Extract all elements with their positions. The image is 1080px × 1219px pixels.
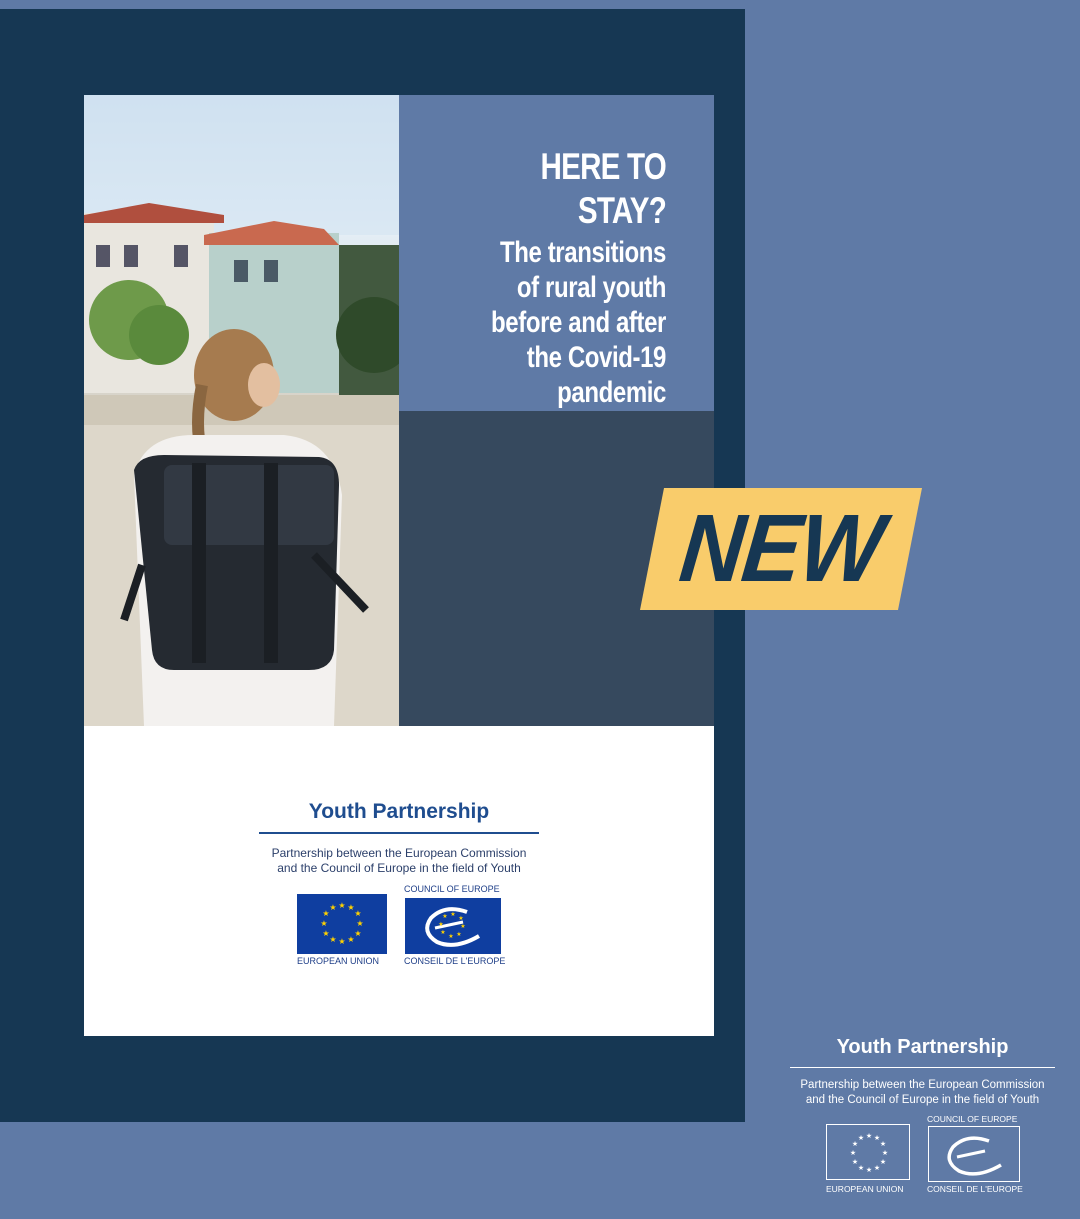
svg-text:★: ★ — [440, 929, 446, 936]
footer-partner-subtitle: Partnership between the European Commission and the Council of Europe in the field of Youth — [800, 1079, 1045, 1106]
coe-label-bottom: CONSEIL DE L'EUROPE — [404, 956, 506, 966]
svg-text:★: ★ — [442, 913, 448, 920]
svg-text:★: ★ — [865, 1132, 873, 1140]
svg-text:★: ★ — [857, 1164, 865, 1172]
photo-illustration — [84, 95, 399, 726]
coe-label-top: COUNCIL OF EUROPE — [404, 884, 500, 894]
footer-partner-block — [790, 1036, 1055, 1200]
council-of-europe-logo-icon — [405, 898, 501, 954]
coe-mark — [405, 898, 501, 954]
svg-text:★: ★ — [873, 1134, 881, 1142]
svg-text:★: ★ — [338, 901, 346, 910]
cover-logos — [259, 884, 539, 982]
svg-text:★: ★ — [458, 915, 464, 922]
new-badge — [640, 488, 922, 610]
cover-subtitle: The transitions of rural youth before and after the Covid-19 pandemic — [491, 236, 666, 409]
cover-partner-title: Youth Partnership — [259, 800, 539, 834]
footer-coe-mark — [929, 1127, 1021, 1183]
svg-text:★: ★ — [450, 911, 456, 918]
new-badge-label: NEW — [675, 495, 887, 602]
title-panel — [399, 95, 714, 411]
footer-eu-label: EUROPEAN UNION — [826, 1184, 904, 1194]
publication-cover — [84, 95, 714, 1036]
footer-eu-stars — [827, 1125, 911, 1181]
svg-text:★: ★ — [347, 935, 355, 944]
eu-stars — [297, 894, 387, 954]
svg-text:★: ★ — [879, 1158, 887, 1166]
svg-text:★: ★ — [329, 935, 337, 944]
eu-flag-icon — [826, 1124, 910, 1180]
svg-text:★: ★ — [322, 929, 330, 938]
svg-text:★: ★ — [354, 929, 362, 938]
footer-logos — [790, 1114, 1055, 1200]
svg-text:★: ★ — [881, 1149, 889, 1157]
svg-text:★: ★ — [456, 931, 462, 938]
footer-partner-title: Youth Partnership — [790, 1036, 1055, 1068]
cover-title: HERE TO STAY? — [540, 146, 666, 231]
svg-text:★: ★ — [851, 1158, 859, 1166]
eu-flag-icon — [297, 894, 387, 954]
svg-text:★: ★ — [448, 933, 454, 940]
svg-text:★: ★ — [354, 909, 362, 918]
svg-text:★: ★ — [356, 919, 364, 928]
svg-text:★: ★ — [849, 1149, 857, 1157]
svg-text:★: ★ — [347, 903, 355, 912]
footer-coe-label-top: COUNCIL OF EUROPE — [927, 1114, 1018, 1124]
council-of-europe-logo-icon — [928, 1126, 1020, 1182]
svg-text:★: ★ — [322, 909, 330, 918]
footer-coe-label-bottom: CONSEIL DE L'EUROPE — [927, 1184, 1023, 1194]
svg-text:★: ★ — [460, 923, 466, 930]
cover-partner-block — [259, 800, 539, 982]
svg-text:★: ★ — [338, 937, 346, 946]
svg-text:★: ★ — [879, 1140, 887, 1148]
cover-photo — [84, 95, 399, 726]
svg-text:★: ★ — [851, 1140, 859, 1148]
svg-text:★: ★ — [438, 921, 444, 928]
cover-title-block — [399, 145, 666, 410]
cover-partner-subtitle: Partnership between the European Commission and the Council of Europe in the field of Youth — [271, 846, 527, 875]
svg-text:★: ★ — [857, 1134, 865, 1142]
svg-text:★: ★ — [320, 919, 328, 928]
eu-label: EUROPEAN UNION — [297, 956, 380, 966]
svg-text:★: ★ — [329, 903, 337, 912]
svg-text:★: ★ — [865, 1166, 873, 1174]
svg-text:★: ★ — [873, 1164, 881, 1172]
